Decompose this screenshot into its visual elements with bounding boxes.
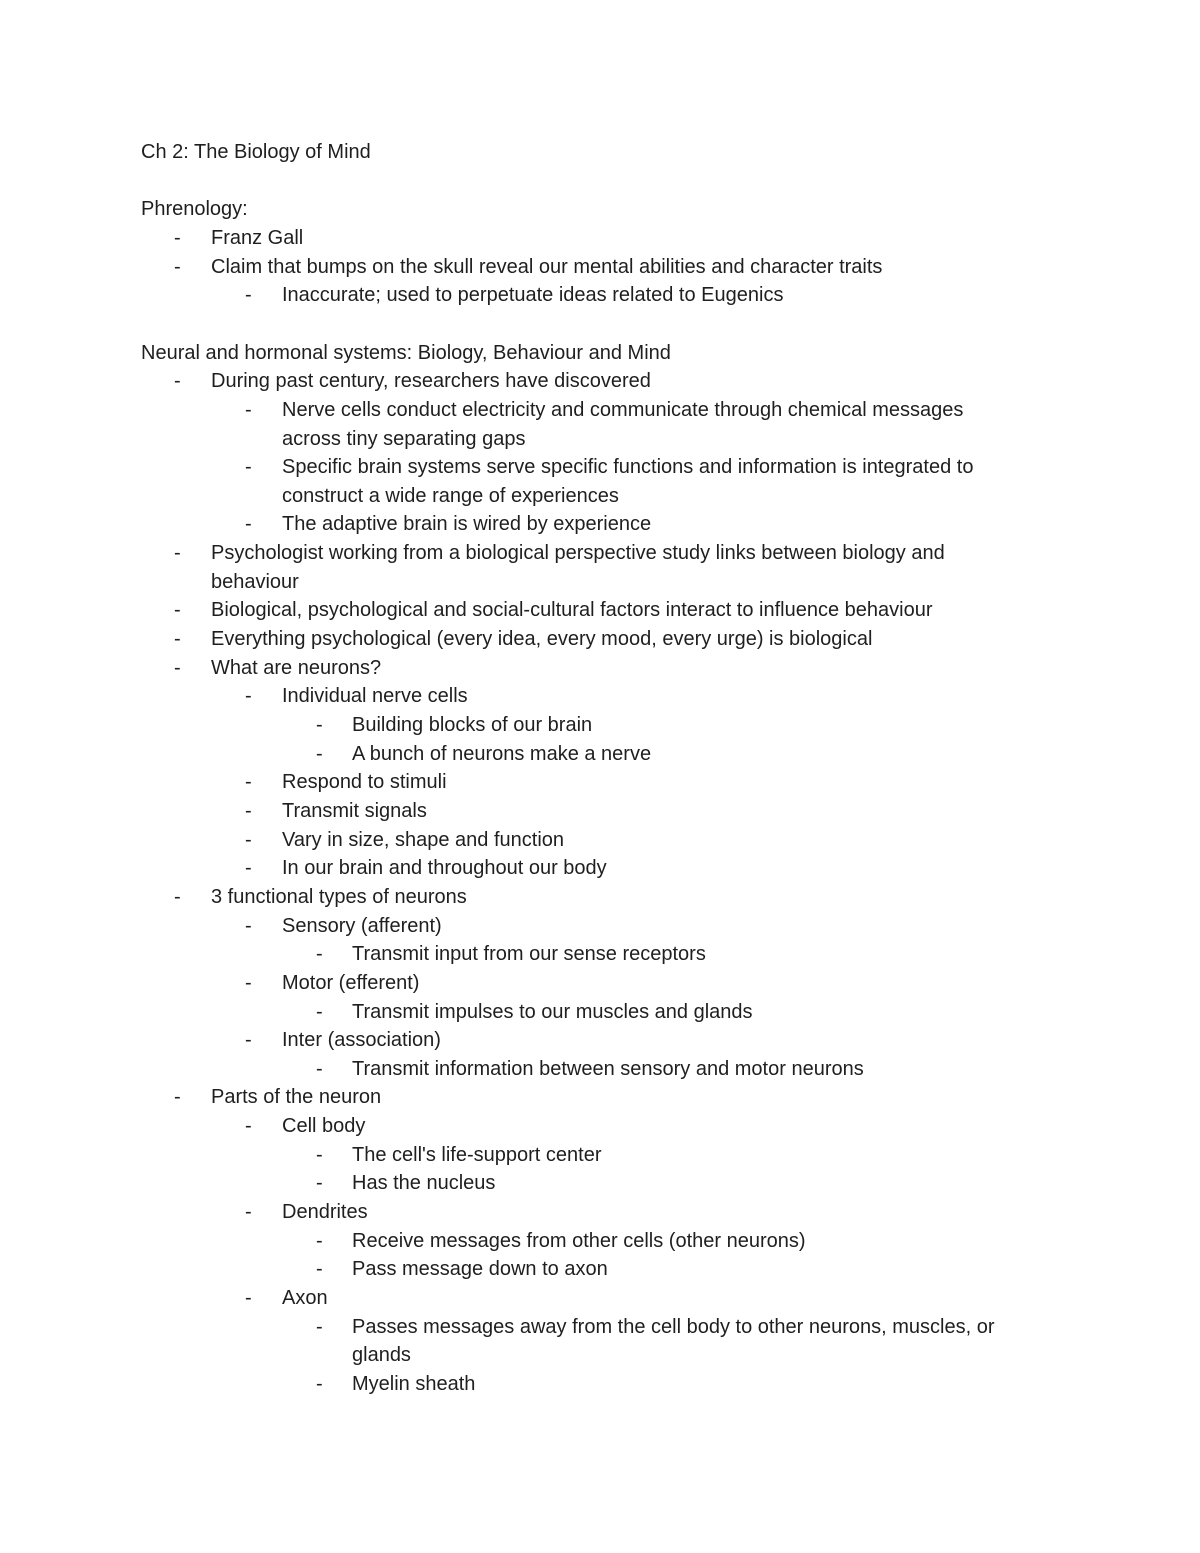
- bullet-dash: -: [174, 656, 181, 679]
- list-item: [0, 1198, 1200, 1227]
- bullet-dash: -: [174, 542, 181, 565]
- bullet-dash: -: [245, 456, 252, 479]
- list-item: [0, 940, 1200, 969]
- list-item: [0, 797, 1200, 826]
- line-text: Sensory (afferent): [282, 914, 442, 937]
- bullet-dash: -: [245, 284, 252, 307]
- bullet-dash: -: [174, 599, 181, 622]
- line-text: Pass message down to axon: [352, 1258, 608, 1281]
- bullet-dash: -: [316, 1229, 323, 1252]
- bullet-dash: -: [316, 943, 323, 966]
- line-text: Vary in size, shape and function: [282, 828, 565, 851]
- list-item: [0, 425, 1200, 454]
- line-text: 3 functional types of neurons: [211, 885, 467, 908]
- list-item: [0, 482, 1200, 511]
- list-item: [0, 625, 1200, 654]
- list-item: [0, 1370, 1200, 1399]
- bullet-dash: -: [174, 1086, 181, 1109]
- list-item: [0, 568, 1200, 597]
- bullet-dash: -: [174, 226, 181, 249]
- bullet-dash: -: [245, 1029, 252, 1052]
- list-item: [0, 396, 1200, 425]
- line-text: Transmit impulses to our muscles and glands: [352, 1000, 753, 1023]
- line-text: Cell body: [282, 1115, 366, 1138]
- bullet-dash: -: [316, 742, 323, 765]
- bullet-dash: -: [245, 513, 252, 536]
- line-text: Ch 2: The Biology of Mind: [141, 141, 371, 163]
- heading-line: [0, 138, 1200, 167]
- list-item: [0, 998, 1200, 1027]
- bullet-dash: -: [316, 1143, 323, 1166]
- bullet-dash: -: [316, 1373, 323, 1395]
- line-text: Transmit information between sensory and motor neurons: [352, 1057, 864, 1080]
- line-text: Phrenology:: [141, 198, 248, 221]
- list-item: [0, 912, 1200, 941]
- list-item: [0, 281, 1200, 310]
- line-text: Respond to stimuli: [282, 771, 447, 794]
- line-text: Transmit input from our sense receptors: [352, 943, 706, 966]
- blank-line: [0, 310, 1200, 339]
- bullet-dash: -: [245, 1287, 252, 1309]
- line-text: Parts of the neuron: [211, 1086, 382, 1109]
- heading-line: [0, 195, 1200, 224]
- blank-line: [0, 167, 1200, 196]
- line-text: Passes messages away from the cell body to other neurons, muscles, or: [352, 1315, 995, 1338]
- line-text: glands: [352, 1344, 411, 1367]
- list-item: [0, 539, 1200, 568]
- list-item: [0, 367, 1200, 396]
- line-text: Claim that bumps on the skull reveal our mental abilities and character traits: [211, 255, 883, 278]
- bullet-dash: -: [245, 685, 252, 708]
- line-text: Dendrites: [282, 1201, 368, 1223]
- list-item: [0, 1141, 1200, 1170]
- bullet-dash: -: [174, 885, 181, 908]
- bullet-dash: -: [245, 1115, 252, 1138]
- list-item: [0, 711, 1200, 740]
- list-item: [0, 883, 1200, 912]
- bullet-dash: -: [245, 799, 252, 822]
- list-item: [0, 510, 1200, 539]
- bullet-dash: -: [174, 255, 181, 278]
- list-item: [0, 596, 1200, 625]
- line-text: Building blocks of our brain: [352, 714, 593, 736]
- bullet-dash: -: [245, 971, 252, 994]
- list-item: [0, 1284, 1200, 1313]
- line-text: A bunch of neurons make a nerve: [352, 742, 652, 765]
- line-text: Has the nucleus: [352, 1172, 496, 1195]
- line-text: Nerve cells conduct electricity and communicate through chemical messages: [282, 398, 964, 421]
- list-item: [0, 1026, 1200, 1055]
- bullet-dash: -: [316, 714, 323, 736]
- bullet-dash: -: [245, 771, 252, 794]
- bullet-dash: -: [245, 914, 252, 937]
- line-text: construct a wide range of experiences: [282, 484, 619, 507]
- bullet-dash: -: [316, 1172, 323, 1195]
- line-text: behaviour: [211, 570, 299, 593]
- line-text: Receive messages from other cells (other neurons): [352, 1229, 806, 1252]
- bullet-dash: -: [316, 1057, 323, 1080]
- line-text: Inaccurate; used to perpetuate ideas related to Eugenics: [282, 284, 784, 307]
- list-item: [0, 768, 1200, 797]
- bullet-dash: -: [316, 1000, 323, 1023]
- line-text: across tiny separating gaps: [282, 427, 526, 450]
- list-item: [0, 654, 1200, 683]
- list-item: [0, 453, 1200, 482]
- line-text: What are neurons?: [211, 656, 382, 679]
- bullet-dash: -: [174, 370, 181, 393]
- list-item: [0, 1313, 1200, 1342]
- list-item: [0, 1055, 1200, 1084]
- line-text: Transmit signals: [282, 799, 427, 822]
- bullet-dash: -: [174, 628, 181, 650]
- line-text: Neural and hormonal systems: Biology, Behaviour and Mind: [141, 341, 671, 364]
- line-text: Specific brain systems serve specific functions and information is integrated to: [282, 456, 974, 479]
- line-text: The cell's life-support center: [352, 1143, 602, 1166]
- list-item: [0, 253, 1200, 282]
- line-text: Everything psychological (every idea, every mood, every urge) is biological: [211, 628, 873, 650]
- line-text: Individual nerve cells: [282, 685, 468, 708]
- list-item: [0, 826, 1200, 855]
- list-item: [0, 1083, 1200, 1112]
- line-text: Myelin sheath: [352, 1373, 476, 1395]
- line-text: Motor (efferent): [282, 971, 420, 994]
- bullet-dash: -: [316, 1315, 323, 1338]
- list-item: [0, 1341, 1200, 1370]
- line-text: Axon: [282, 1287, 328, 1309]
- line-text: In our brain and throughout our body: [282, 857, 607, 880]
- bullet-dash: -: [245, 398, 252, 421]
- bullet-dash: -: [316, 1258, 323, 1281]
- list-item: [0, 854, 1200, 883]
- bullet-dash: -: [245, 828, 252, 851]
- heading-line: [0, 339, 1200, 368]
- list-item: [0, 1255, 1200, 1284]
- line-text: Franz Gall: [211, 226, 304, 249]
- line-text: The adaptive brain is wired by experience: [282, 513, 652, 536]
- list-item: [0, 682, 1200, 711]
- line-text: Biological, psychological and social-cultural factors interact to influence behaviour: [211, 599, 933, 622]
- line-text: During past century, researchers have discovered: [211, 370, 651, 393]
- list-item: [0, 969, 1200, 998]
- bullet-dash: -: [245, 857, 252, 880]
- list-item: [0, 1169, 1200, 1198]
- bullet-dash: -: [245, 1201, 252, 1223]
- list-item: [0, 224, 1200, 253]
- list-item: [0, 1112, 1200, 1141]
- line-text: Inter (association): [282, 1029, 441, 1052]
- line-text: Psychologist working from a biological perspective study links between biology and: [211, 542, 945, 565]
- list-item: [0, 1227, 1200, 1256]
- list-item: [0, 740, 1200, 769]
